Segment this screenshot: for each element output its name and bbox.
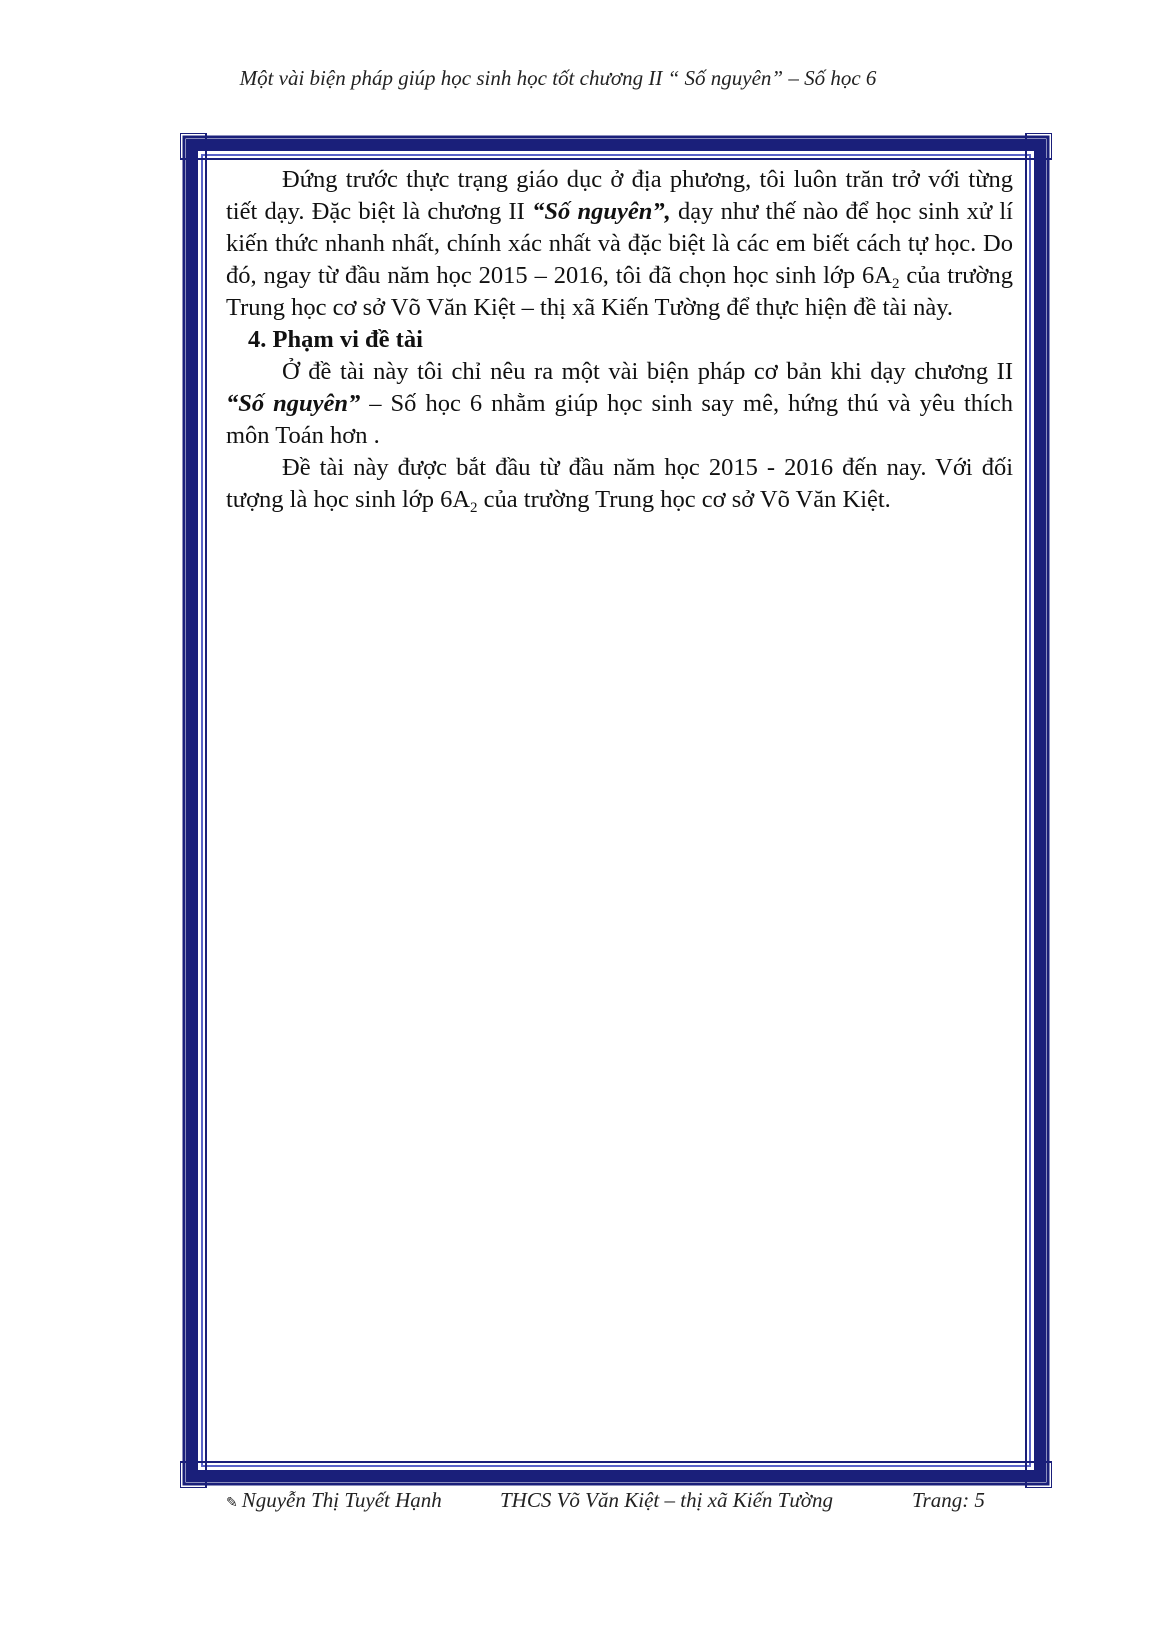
para1-text-c: của trường Trung học cơ sở Võ Văn Kiệt – thị xã Kiến Tường để thực hiện đề tài này. bbox=[226, 262, 1013, 321]
para1-emphasis: “Số nguyên”, bbox=[532, 198, 671, 225]
para1-subscript: 2 bbox=[891, 276, 900, 292]
para2-emphasis: “Số nguyên” bbox=[226, 390, 361, 417]
author-name: Nguyễn Thị Tuyết Hạnh bbox=[241, 1488, 442, 1512]
paragraph-1 bbox=[226, 164, 1013, 324]
paragraph-2 bbox=[226, 356, 1013, 452]
para3-text-a: Đề tài này được bắt đầu từ đầu năm học 2015 - 2016 đến nay. Với đối tượng là học sinh lớp 6A bbox=[226, 454, 1013, 513]
para1-text-b: dạy như thế nào để học sinh xử lí kiến thức nhanh nhất, chính xác nhất và đặc biệt là các em biết cách tự học. Do đó, ngay từ đầu năm học 2015 – 2016, tôi đã chọn học sinh lớp 6A bbox=[226, 198, 1013, 289]
section-heading: 4. Phạm vi đề tài bbox=[248, 326, 423, 353]
paragraph-3 bbox=[226, 452, 1013, 516]
footer-author bbox=[226, 1488, 442, 1513]
para2-text-b: – Số học 6 nhằm giúp học sinh say mê, hứng thú và yêu thích môn Toán hơn . bbox=[226, 390, 1013, 449]
pen-icon: ✎ bbox=[226, 1496, 238, 1511]
document-title: Một vài biện pháp giúp học sinh học tốt chương II “ Số nguyên” – Số học 6 bbox=[239, 66, 877, 90]
para3-text-b: của trường Trung học cơ sở Võ Văn Kiệt. bbox=[477, 486, 891, 513]
running-header bbox=[0, 66, 1158, 91]
footer-school: THCS Võ Văn Kiệt – thị xã Kiến Tường bbox=[500, 1488, 833, 1512]
para3-subscript: 2 bbox=[470, 500, 478, 516]
body-content bbox=[226, 164, 1013, 516]
para2-text-a: Ở đề tài này tôi chỉ nêu ra một vài biện pháp cơ bản khi dạy chương II bbox=[282, 358, 1013, 385]
page-number: Trang: 5 bbox=[912, 1488, 985, 1512]
para1-text-a: Đứng trước thực trạng giáo dục ở địa phương, tôi luôn trăn trở với từng tiết dạy. Đặc biệt là chương II bbox=[226, 166, 1013, 225]
